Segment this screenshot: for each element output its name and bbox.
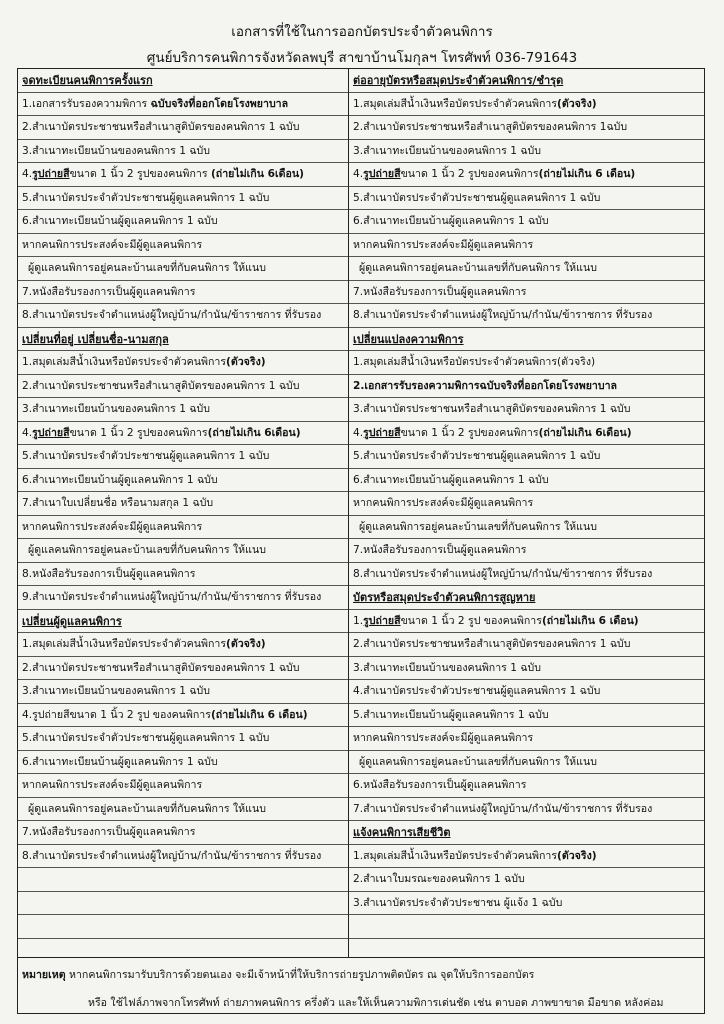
right-column [349, 69, 704, 957]
document-title: เอกสารที่ใช้ในการออกบัตรประจำตัวคนพิการ [231, 24, 493, 40]
item-text: 8.สำเนาบัตรประจำตำแหน่งผู้ใหญ่บ้าน/กำนัน/ข้าราชการ ที่รับรอง [22, 849, 322, 862]
section-heading: เปลี่ยนที่อยู่ เปลี่ยนชื่อ-นามสกุล [18, 328, 348, 352]
requirement-row [349, 892, 704, 916]
item-text: (ตัวจริง) [226, 638, 266, 650]
blank-row [18, 939, 348, 958]
item-text: (ถ่ายไม่เกิน 6 เดือน) [210, 708, 308, 721]
remark-line-2: หรือ ใช้ไฟล์ภาพจากโทรศัพท์ ถ่ายภาพคนพิการ ครึ่งตัว และให้เห็นความพิการเด่นชัด เช่น ตาบอด ภาพขาขาด มือขาด หลังค่อม [88, 997, 664, 1009]
item-text: 2.สำเนาบัตรประชาชนหรือสำเนาสูติบัตรของคนพิการ 1 ฉบับ [22, 379, 300, 392]
item-text: 7.สำเนาบัตรประจำตำแหน่งผู้ใหญ่บ้าน/กำนัน/ข้าราชการ ที่รับรอง [353, 802, 653, 815]
item-text: 6.สำเนาทะเบียนบ้านผู้ดูแลคนพิการ 1 ฉบับ [22, 473, 218, 486]
section-heading: เปลี่ยนผู้ดูแลคนพิการ [18, 610, 348, 634]
item-text: 8.สำเนาบัตรประจำตำแหน่งผู้ใหญ่บ้าน/กำนัน/ข้าราชการ ที่รับรอง [353, 309, 653, 321]
item-text: รูปถ่ายสี [32, 426, 70, 439]
requirement-row [349, 257, 704, 281]
item-text: 1.สมุดเล่มสีน้ำเงินหรือบัตรประจำตัวคนพิการ [22, 638, 227, 650]
item-text: 8.สำเนาบัตรประจำตำแหน่งผู้ใหญ่บ้าน/กำนัน/ข้าราชการ ที่รับรอง [353, 567, 653, 580]
requirement-row [349, 422, 704, 446]
requirement-row [349, 539, 704, 563]
item-text: หากคนพิการประสงค์จะมีผู้ดูแลคนพิการ [22, 520, 203, 533]
requirement-row [18, 633, 348, 657]
item-text: 2.สำเนาบัตรประชาชนหรือสำเนาสูติบัตรของคนพิการ 1ฉบับ [353, 121, 628, 133]
item-text: 4. [22, 426, 33, 439]
item-text: 6.สำเนาทะเบียนบ้านผู้ดูแลคนพิการ 1 ฉบับ [353, 473, 549, 486]
requirement-row [349, 563, 704, 587]
blank-row [349, 939, 704, 958]
item-text: หากคนพิการประสงค์จะมีผู้ดูแลคนพิการ [353, 732, 534, 744]
item-text: หากคนพิการประสงค์จะมีผู้ดูแลคนพิการ [353, 238, 534, 251]
item-text: 4. [22, 168, 33, 180]
item-text: 1.เอกสารรับรองความพิการ [22, 97, 151, 110]
item-text: 1.สมุดเล่มสีน้ำเงินหรือบัตรประจำตัวคนพิการ [353, 849, 558, 862]
requirement-row [18, 257, 348, 281]
item-text: (ถ่ายไม่เกิน 6 เดือน) [541, 614, 639, 627]
item-text: (ถ่ายไม่เกิน 6 เดือน) [538, 168, 636, 180]
requirement-row [349, 163, 704, 187]
item-text: 7.สำเนาใบเปลี่ยนชื่อ หรือนามสกุล 1 ฉบับ [22, 497, 214, 509]
requirement-row [18, 539, 348, 563]
item-text: 4.รูปถ่ายสีขนาด 1 นิ้ว 2 รูป ของคนพิการ [22, 708, 211, 721]
item-text: ผู้ดูแลคนพิการอยู่คนละบ้านเลขที่กับคนพิการ ให้แนบ [359, 520, 597, 533]
item-text: 1.สมุดเล่มสีน้ำเงินหรือบัตรประจำตัวคนพิการ [22, 356, 227, 368]
requirement-row [349, 234, 704, 258]
requirement-row [349, 633, 704, 657]
requirement-row [349, 304, 704, 328]
blank-row [18, 868, 348, 892]
requirement-row [349, 774, 704, 798]
requirement-row [349, 516, 704, 540]
requirement-row [18, 93, 348, 117]
requirement-row [349, 281, 704, 305]
requirement-row [349, 727, 704, 751]
item-text: 5.สำเนาทะเบียนบ้านผู้ดูแลคนพิการ 1 ฉบับ [353, 708, 549, 721]
item-text: 7.หนังสือรับรองการเป็นผู้ดูแลคนพิการ [22, 826, 196, 838]
section-heading: จดทะเบียนคนพิการครั้งแรก [18, 69, 348, 93]
requirement-row [18, 187, 348, 211]
section-heading: บัตรหรือสมุดประจำตัวคนพิการสูญหาย [349, 586, 704, 610]
requirement-row [349, 868, 704, 892]
requirement-row [349, 657, 704, 681]
requirement-row [349, 398, 704, 422]
remark-line-1: หากคนพิการมารับบริการด้วยตนเอง จะมีเจ้าหน้าที่ให้บริการถ่ายรูปภาพติดบัตร ณ จุดให้บริการออกบัตร [65, 969, 535, 981]
item-text: ผู้ดูแลคนพิการอยู่คนละบ้านเลขที่กับคนพิการ ให้แนบ [359, 755, 597, 768]
requirement-row [18, 140, 348, 164]
item-text: (ตัวจริง) [557, 849, 597, 862]
requirement-row [18, 727, 348, 751]
blank-row [18, 892, 348, 916]
requirement-row [349, 680, 704, 704]
item-text: ผู้ดูแลคนพิการอยู่คนละบ้านเลขที่กับคนพิการ ให้แนบ [28, 262, 266, 274]
requirement-row [349, 187, 704, 211]
blank-row [349, 915, 704, 939]
requirement-row [18, 304, 348, 328]
item-text: ขนาด 1 นิ้ว 2 รูปของคนพิการ [400, 168, 539, 180]
item-text: 1.สมุดเล่มสีน้ำเงินหรือบัตรประจำตัวคนพิการ [353, 97, 558, 110]
item-text: รูปถ่ายสี [363, 168, 401, 180]
item-text: ขนาด 1 นิ้ว 2 รูปของคนพิการ [69, 426, 208, 439]
item-text: 4.สำเนาบัตรประจำตัวประชาชนผู้ดูแลคนพิการ 1 ฉบับ [353, 685, 601, 697]
item-text: 5.สำเนาบัตรประจำตัวประชาชนผู้ดูแลคนพิการ 1 ฉบับ [22, 191, 270, 204]
requirement-row [18, 680, 348, 704]
item-text: 8.หนังสือรับรองการเป็นผู้ดูแลคนพิการ [22, 567, 196, 580]
item-text: (ตัวจริง) [226, 356, 266, 368]
item-text: (ตัวจริง) [557, 97, 597, 110]
requirement-row [18, 774, 348, 798]
requirement-row [18, 469, 348, 493]
item-text: ขนาด 1 นิ้ว 2 รูป ของคนพิการ [400, 614, 542, 627]
remark-label: หมายเหตุ [22, 969, 66, 981]
item-text: 2.สำเนาบัตรประชาชนหรือสำเนาสูติบัตรของคนพิการ 1 ฉบับ [353, 638, 631, 650]
requirement-row [18, 798, 348, 822]
requirement-row [349, 93, 704, 117]
item-text: ฉบับจริงที่ออกโดยโรงพยาบาล [150, 97, 289, 110]
office-line: ศูนย์บริการคนพิการจังหวัดลพบุรี สาขาบ้านโมกุลฯ โทรศัพท์ 036-791643 [146, 50, 578, 66]
item-text: 6.สำเนาทะเบียนบ้านผู้ดูแลคนพิการ 1 ฉบับ [22, 215, 218, 227]
item-text: 8.สำเนาบัตรประจำตำแหน่งผู้ใหญ่บ้าน/กำนัน/ข้าราชการ ที่รับรอง [22, 309, 322, 321]
item-text: 5.สำเนาบัตรประจำตัวประชาชนผู้ดูแลคนพิการ 1 ฉบับ [353, 450, 601, 462]
item-text: 5.สำเนาบัตรประจำตัวประชาชนผู้ดูแลคนพิการ 1 ฉบับ [353, 191, 601, 204]
item-text: 3.สำเนาทะเบียนบ้านของคนพิการ 1 ฉบับ [22, 403, 210, 415]
left-column [18, 69, 349, 957]
item-text: 7.หนังสือรับรองการเป็นผู้ดูแลคนพิการ [22, 285, 196, 298]
requirement-row [18, 281, 348, 305]
item-text: ผู้ดูแลคนพิการอยู่คนละบ้านเลขที่กับคนพิการ ให้แนบ [359, 262, 597, 274]
item-text: 3.สำเนาทะเบียนบ้านของคนพิการ 1 ฉบับ [22, 144, 210, 157]
requirement-row [349, 116, 704, 140]
item-text: 5.สำเนาบัตรประจำตัวประชาชนผู้ดูแลคนพิการ 1 ฉบับ [22, 450, 270, 462]
item-text: 6.สำเนาทะเบียนบ้านผู้ดูแลคนพิการ 1 ฉบับ [353, 215, 549, 227]
item-text: หากคนพิการประสงค์จะมีผู้ดูแลคนพิการ [353, 497, 534, 509]
requirements-table [17, 68, 705, 958]
requirement-row [349, 798, 704, 822]
item-text: ขนาด 1 นิ้ว 2 รูปของคนพิการ [69, 168, 211, 180]
item-text: ผู้ดูแลคนพิการอยู่คนละบ้านเลขที่กับคนพิการ ให้แนบ [28, 802, 266, 815]
requirement-row [18, 704, 348, 728]
requirement-row [18, 563, 348, 587]
item-text: 6.สำเนาทะเบียนบ้านผู้ดูแลคนพิการ 1 ฉบับ [22, 755, 218, 768]
item-text: (ถ่ายไม่เกิน 6เดือน) [207, 426, 301, 439]
item-text: 3.สำเนาทะเบียนบ้านของคนพิการ 1 ฉบับ [353, 144, 541, 157]
requirement-row [18, 351, 348, 375]
requirement-row [18, 586, 348, 610]
remark-box [17, 958, 705, 1014]
item-text: 7.หนังสือรับรองการเป็นผู้ดูแลคนพิการ [353, 544, 527, 556]
section-heading: เปลี่ยนแปลงความพิการ [349, 328, 704, 352]
item-text: 2.เอกสารรับรองความพิการฉบับจริงที่ออกโดยโรงพยาบาล [353, 379, 618, 392]
requirement-row [18, 516, 348, 540]
requirement-row [349, 351, 704, 375]
requirement-row [18, 163, 348, 187]
requirement-row [18, 398, 348, 422]
item-text: 2.สำเนาบัตรประชาชนหรือสำเนาสูติบัตรของคนพิการ 1 ฉบับ [22, 121, 300, 133]
item-text: ขนาด 1 นิ้ว 2 รูปของคนพิการ [400, 426, 539, 439]
requirement-row [18, 445, 348, 469]
item-text: 3.สำเนาบัตรประจำตัวประชาชน ผู้แจ้ง 1 ฉบับ [353, 896, 563, 909]
item-text: หากคนพิการประสงค์จะมีผู้ดูแลคนพิการ [22, 779, 203, 791]
requirement-row [18, 116, 348, 140]
item-text: หากคนพิการประสงค์จะมีผู้ดูแลคนพิการ [22, 238, 203, 251]
item-text: รูปถ่ายสี [363, 426, 401, 439]
section-heading: ต่ออายุบัตรหรือสมุดประจำตัวคนพิการ/ชำรุด [349, 69, 704, 93]
item-text: 3.สำเนาทะเบียนบ้านของคนพิการ 1 ฉบับ [353, 661, 541, 674]
item-text: 3.สำเนาทะเบียนบ้านของคนพิการ 1 ฉบับ [22, 685, 210, 697]
item-text: 1. [353, 614, 364, 627]
item-text: 9.สำเนาบัตรประจำตำแหน่งผู้ใหญ่บ้าน/กำนัน/ข้าราชการ ที่รับรอง [22, 591, 322, 603]
item-text: 7.หนังสือรับรองการเป็นผู้ดูแลคนพิการ [353, 285, 527, 298]
requirement-row [349, 445, 704, 469]
requirement-row [349, 375, 704, 399]
requirement-row [349, 140, 704, 164]
requirement-row [349, 492, 704, 516]
requirement-row [349, 610, 704, 634]
requirement-row [18, 492, 348, 516]
requirement-row [18, 234, 348, 258]
requirement-row [349, 210, 704, 234]
requirement-row [349, 751, 704, 775]
item-text: 3.สำเนาบัตรประชาชนหรือสำเนาสูติบัตรของคนพิการ 1 ฉบับ [353, 403, 631, 415]
item-text: รูปถ่ายสี [363, 614, 401, 627]
section-heading: แจ้งคนพิการเสียชีวิต [349, 821, 704, 845]
requirement-row [18, 422, 348, 446]
requirement-row [349, 469, 704, 493]
requirement-row [18, 657, 348, 681]
item-text: 4. [353, 168, 364, 180]
item-text: รูปถ่ายสี [32, 168, 70, 180]
item-text: (ถ่ายไม่เกิน 6เดือน) [538, 426, 632, 439]
item-text: 2.สำเนาใบมรณะของคนพิการ 1 ฉบับ [353, 873, 525, 885]
item-text: 1.สมุดเล่มสีน้ำเงินหรือบัตรประจำตัวคนพิการ(ตัวจริง) [353, 356, 596, 368]
requirement-row [18, 210, 348, 234]
item-text: 4. [353, 426, 364, 439]
item-text: ผู้ดูแลคนพิการอยู่คนละบ้านเลขที่กับคนพิการ ให้แนบ [28, 544, 266, 556]
blank-row [18, 915, 348, 939]
requirement-row [349, 704, 704, 728]
requirement-row [18, 375, 348, 399]
requirement-row [18, 821, 348, 845]
item-text: 6.หนังสือรับรองการเป็นผู้ดูแลคนพิการ [353, 779, 527, 791]
requirement-row [18, 845, 348, 869]
item-text: 5.สำเนาบัตรประจำตัวประชาชนผู้ดูแลคนพิการ 1 ฉบับ [22, 732, 270, 744]
requirement-row [18, 751, 348, 775]
item-text: (ถ่ายไม่เกิน 6เดือน) [210, 168, 304, 180]
requirement-row [349, 845, 704, 869]
item-text: 2.สำเนาบัตรประชาชนหรือสำเนาสูติบัตรของคนพิการ 1 ฉบับ [22, 661, 300, 674]
